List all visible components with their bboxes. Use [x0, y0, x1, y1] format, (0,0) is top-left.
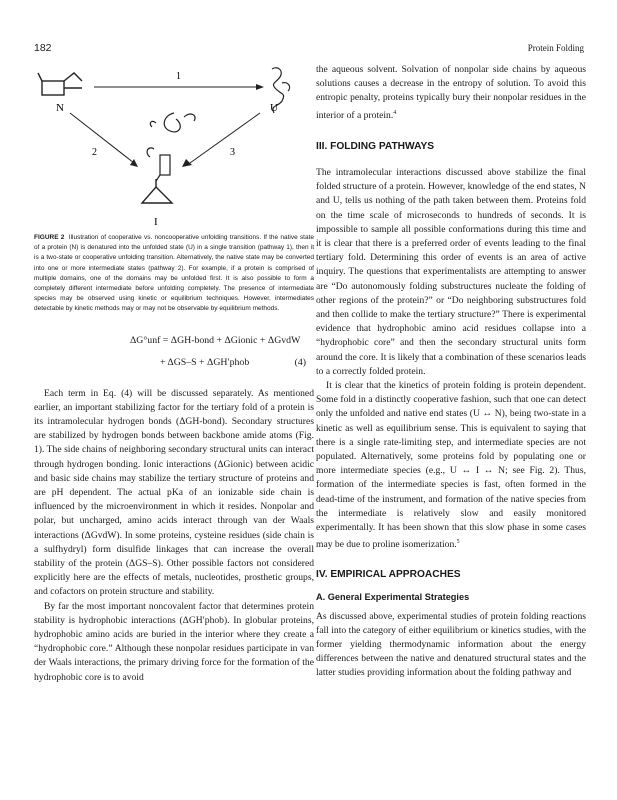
ref-4: 4: [393, 109, 397, 116]
section-3-heading: III. FOLDING PATHWAYS: [316, 141, 435, 152]
left-paragraph-1: Each term in Eq. (4) will be discussed separately. As mentioned earlier, an important stabilizing factor for the tertiary fold of a protein is its intramolecular hydrogen bonds (ΔGH-bond). Secondary structures are stabilized by hydrogen bonds between backbone amide atoms (Fig. 1). The side chains of neighboring secondary structural units can interact through hydrogen bonding. Ionic interactions (ΔGionic) between acidic and basic side chains may stabilize the tertiary structure of proteins and are pH dependent. The actual pKa of an ionizable side chain is influenced by the microenvironment in which it resides. Nonpolar and polar, but uncharged, amino acids interact through van der Waals interactions (ΔGvdW). In some proteins, cysteine residues (side chain is a sulfhydryl) form disulfide linkages that can increase the overall stability of the protein (ΔGS–S). Other possible factors not considered explicitly here are the effects of metals, nucleotides, prosthetic groups, and cofactors on protein structure and stability.: [34, 387, 314, 598]
right-paragraph-2: It is clear that the kinetics of protein folding is protein dependent. Some fold in a distinctly cooperative fashion, such that one can detect only the unfolded and native end states (U ↔ N), being two-state in a kinetic as well as equilibrium sense. This is equivalent to saying that there is a single rate-limiting step, and intermediate species are not populated. Alternatively, some proteins fold by populating one or more intermediate species (e.g., U ↔ I ↔ N; see Fig. 2). Thus, formation of the intermediate species is fast, often formed in the dead-time of the instrument, and formation of the native species from the intermediate is relatively slow and easily monitored experimentally. It has been shown that this slow phase in some cases may be due to proline isomerization.$^5$: [316, 380, 586, 551]
figure-2-diagram: [34, 63, 314, 228]
label-path-1: 1: [176, 71, 181, 82]
label-i: I: [154, 216, 158, 228]
equation-4: [34, 333, 314, 381]
equation-number: (4): [294, 356, 306, 368]
right-paragraph-1: The intramolecular interactions discussed above stabilize the final folded structure of a protein. However, knowledge of the end states, N and U, tells us nothing of the path taken between them. Proteins fold on the time scale of microseconds to hundreds of seconds. It is impossible to sample all possible conformations during this time and it is clear that there is a preferred order of events leading to the final tertiary fold. Determining this order of events is an area of active inquiry. The questions that experimentalists are attempting to answer are “Do autonomously folding substructures nucleate the folding of other regions of the protein?” or “Do neighboring substructures fold and then collide to make the tertiary structure?” There is experimental evidence that hydrophobic amino acid residues collapse into a “hydrophobic core” and then the secondary structural units form around the core. It is likely that a combination of these scenarios leads to a correctly folded protein.: [316, 167, 586, 377]
running-title: Protein Folding: [527, 43, 584, 53]
right-paragraph-3: As discussed above, experimental studies of protein folding reactions fall into the category of either equilibrium or kinetics studies, with the former yielding thermodynamic information about the energy differences between the native and denatured structural states and the latter studies providing information about the folding pathway and: [316, 610, 586, 679]
subsection-heading: A. General Experimental Strategies: [316, 591, 470, 602]
figure-2-caption: [34, 233, 314, 315]
label-path-3: 3: [230, 147, 235, 158]
left-column: [34, 63, 314, 685]
left-paragraph-2: By far the most important noncovalent factor that determines protein stability is hydrophobic interactions (ΔGH′phob). In globular proteins, hydrophobic amino acids are buried in the interior where they create a “hydrophobic core.” Although these nonpolar residues participate in van der Waals interactions, the primary driving force for the formation of the hydrophobic core is to avoid: [34, 600, 314, 683]
label-n: N: [56, 102, 64, 114]
intermediate-stack-icon: [147, 148, 170, 181]
partially-folded-icon: [150, 113, 195, 132]
page-number: 182: [34, 42, 52, 54]
caption-label: FIGURE 2: [34, 234, 65, 241]
label-path-2: 2: [92, 147, 97, 158]
right-column: [316, 63, 586, 681]
caption-text: Illustration of cooperative vs. noncooperative unfolding transitions. If the native state of a protein (N) is denatured into the unfolded state (U) in a single transition (pathway 1), then it is a two-state or cooperative unfolding transition. Alternatively, the native state may be converted into one or more intermediate states (pathway 2). For example, if a protein is comprised of multiple domains, one of the domains may be unfolded first. It is also possible to form a completely different intermediate before unfolding completely. The presence of intermediate species may be observed using kinetic or equilibrium techniques. However, intermediates detectable by kinetic methods may or may not be observable by equilibrium methods.: [34, 234, 314, 313]
section-4-heading: IV. EMPIRICAL APPROACHES: [316, 568, 461, 580]
equation-line-1: ΔG°unf = ΔGH-bond + ΔGionic + ΔGvdW: [130, 334, 301, 346]
equation-line-2: + ΔGS–S + ΔGH′phob: [160, 356, 250, 368]
right-paragraph-0: the aqueous solvent. Solvation of nonpolar side chains by aqueous solutions causes a decrease in the entropy of solution. To avoid this entropic penalty, proteins typically bury their nonpolar residues in the interior of a protein.$^4$: [316, 64, 586, 121]
intermediate-state-icon: [142, 179, 172, 203]
label-u: U: [270, 102, 278, 114]
ref-5: 5: [456, 539, 460, 546]
native-state-icon: [38, 73, 82, 95]
folding-pathway-svg: [34, 63, 314, 228]
